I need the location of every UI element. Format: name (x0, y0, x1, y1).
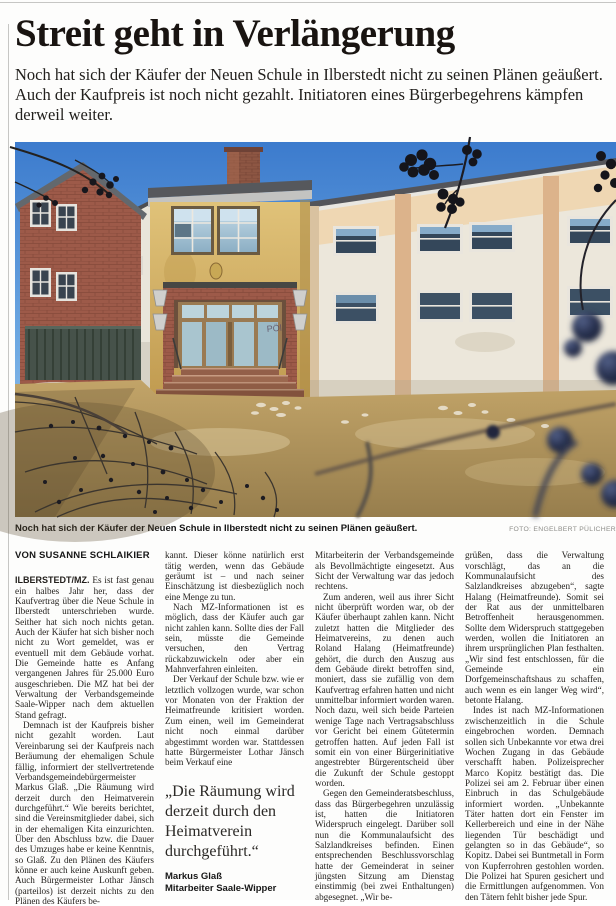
column-1 (15, 550, 154, 906)
dateline: ILBERSTEDT/MZ. (15, 575, 90, 586)
byline: VON SUSANNE SCHLAIKIER (15, 550, 150, 562)
pull-quote-author: Markus Glaß (165, 870, 223, 882)
paragraph: Indes ist nach MZ-Informationen zwischenzeitlich in die Schule eingebrochen worden. Demnach sollen sich Unbekannte vor etwa drei Wochen Zugang in das Gebäude verschafft haben. Polizeisprecher Marco Kopitz bestätigt das. Die Polizei sei am 2. Februar über einen Einbruch in das Schulgebäude informiert worden. „Unbekannte Täter hatten dort ein Fenster im Kellerbereich und eine in der Nähe liegenden Tür beschädigt und gelangten so in das Gebäude“, so Kopitz. Dabei sei Buntmetall in Form von Kupferrohren gestohlen worden. Die Polizei hat Spuren gesichert und die Ermittlungen aufgenommen. Von den Tätern fehlt bisher jede Spur. (465, 705, 604, 902)
standfirst: Noch hat sich der Käufer der Neuen Schule in Ilberstedt nicht zu seinen Plänen geäußert. Auch der Kaufpreis ist noch nicht gezahlt. Initiatoren eines Bürgerbegehrens kämpfen derweil weiter. (15, 64, 603, 125)
pull-quote-role: Mitarbeiter Saale-Wipper (165, 882, 277, 894)
photo-caption: Noch hat sich der Käufer der Neuen Schule in Ilberstedt nicht zu seinen Plänen geäußert. (15, 523, 418, 535)
school-building-photo (15, 142, 616, 517)
paragraph: Der Verkauf der Schule bzw. wie er letztlich vollzogen wurde, war schon vor Monaten von der Fraktion der Heimatfreunde kritisiert worden. Zum einen, weil im Gemeinderat nicht noch einmal darüber abgestimmt worden war. Stattdessen hatte Bürgermeister Lothar Jänsch beim Verkauf eine (165, 674, 304, 768)
headline: Streit geht in Verlängerung (15, 12, 455, 55)
column-3 (315, 550, 454, 906)
paragraph: Demnach ist der Kaufpreis bisher nicht gezahlt worden. Laut Vereinbarung sei der Kaufpreis nach Beräumung der ehemaligen Schule fällig, informiert der stellvertretende Verbandsgemeindebürgermeister Markus Glaß. „Die Räumung wird derzeit durch den Heimatverein durchgeführt.“ Wie bereits berichtet, sind die Vereinsmitglieder dabei, sich in der ehemaligen Kita einzurichten. Über den Abschluss bzw. die Dauer des Umzuges habe er keine Kenntnis, so Glaß. Zu den Plänen des Käufers könne er auch keine Auskunft geben. Auch Bürgermeister Lothar Jänsch (parteilos) ist derzeit nichts zu den Plänen des Käufers be- (15, 720, 154, 906)
paragraph: Mitarbeiterin der Verbandsgemeinde als Bevollmächtigte eingesetzt. Aus Sicht der Verwaltung war das jedoch rechtens. (315, 550, 454, 592)
photo-credit: FOTO: ENGELBERT PÜLICHER (509, 526, 616, 534)
column-4 (465, 550, 604, 906)
school-right-wing (308, 158, 616, 410)
graffiti-text: PÖl (266, 323, 283, 335)
paragraph: Zum anderen, weil aus ihrer Sicht nicht überprüft worden war, ob der Käufer überhaupt zahlen kann. Nicht zuletzt hatten die Mitglieder des Heimatvereins, zu denen auch Roland Halang (Heimatfreunde) gehört, die durch den Auszug aus dem Gebäude direkt betroffen sind, moniert, dass sie zufällig von dem Kaufvertrag erfahren hatten und nicht unmittelbar informiert worden waren. Noch dazu, weil sich beide Parteien wenige Tage nach Vertragsabschluss vor Gericht bei einem Gütetermin getroffen hatten. Auf jeden Fall ist somit ein von einer Bürgerinitiative angestrebter Bürgerentscheid über die Zukunft der Schule gestoppt worden. (315, 591, 454, 788)
paragraph (15, 575, 154, 720)
article (15, 12, 616, 906)
pull-quote-text: „Die Räumung wird derzeit durch den Heimatverein durchgeführt.“ (165, 782, 295, 860)
article-photo (15, 142, 616, 517)
paragraph: kannt. Dieser könne natürlich erst tätig werden, wenn das Gebäude geräumt ist – und nach seiner Einschätzung ist diesbezüglich noch eine Menge zu tun. (165, 550, 304, 602)
paragraph: Nach MZ-Informationen ist es möglich, dass der Käufer auch gar nicht zahlen kann. Sollte dies der Fall sein, müsste die Gemeinde versuchen, den Vertrag rückabzuwickeln oder aber ein Mahnverfahren einleiten. (165, 602, 304, 675)
top-rule (0, 2, 616, 3)
paragraph: Gegen den Gemeinderatsbeschluss, dass das Bürgerbegehren unzulässig ist, hatten die Initiatoren Widerspruch eingelegt. Darüber soll nun die Kommunalaufsicht des Salzlandkreises befinden. Einen entsprechenden Beschlussvorschlag hatte der Gemeinderat in seiner jüngsten Sitzung am Dienstag einstimmig (bei zwei Enthaltungen) abgesegnet. „Wir be- (315, 788, 454, 902)
paragraph-text: Es ist fast genau ein halbes Jahr her, dass der Kaufvertrag über die Neue Schule in Ilberstedt unterschrieben wurde. Seither hat sich noch nichts getan. Auch der Käufer hat sich bisher noch nicht zu Wort gemeldet, was er eventuell mit dem Gebäude vorhat. Die Gemeinde hatte es Anfang vergangenen Jahres für 25.000 Euro ausgeschrieben. Die MZ hat bei der Verwaltung der Verbandsgemeinde Saale-Wipper nach dem aktuellen Stand gefragt. (15, 575, 154, 720)
column-2 (165, 550, 304, 906)
paragraph: grüßen, dass die Verwaltung vorschlägt, das an die Kommunalaufsicht des Salzlandkreises abzugeben“, sagte Halang (Heimatfreunde). Somit sei der Rat aus der unmittelbaren Betroffenheit herausgenommen. Sollte dem Widerspruch stattgegeben werden, wollen die Initiatoren an ihrem ursprünglichen Plan festhalten. „Wir sind fest entschlossen, für die Gemeinde ein Dorfgemeinschaftshaus zu schaffen, auch wenn es ein langer Weg wird“, betonte Halang. (465, 550, 604, 706)
pull-quote (165, 782, 304, 894)
article-body (15, 550, 604, 906)
